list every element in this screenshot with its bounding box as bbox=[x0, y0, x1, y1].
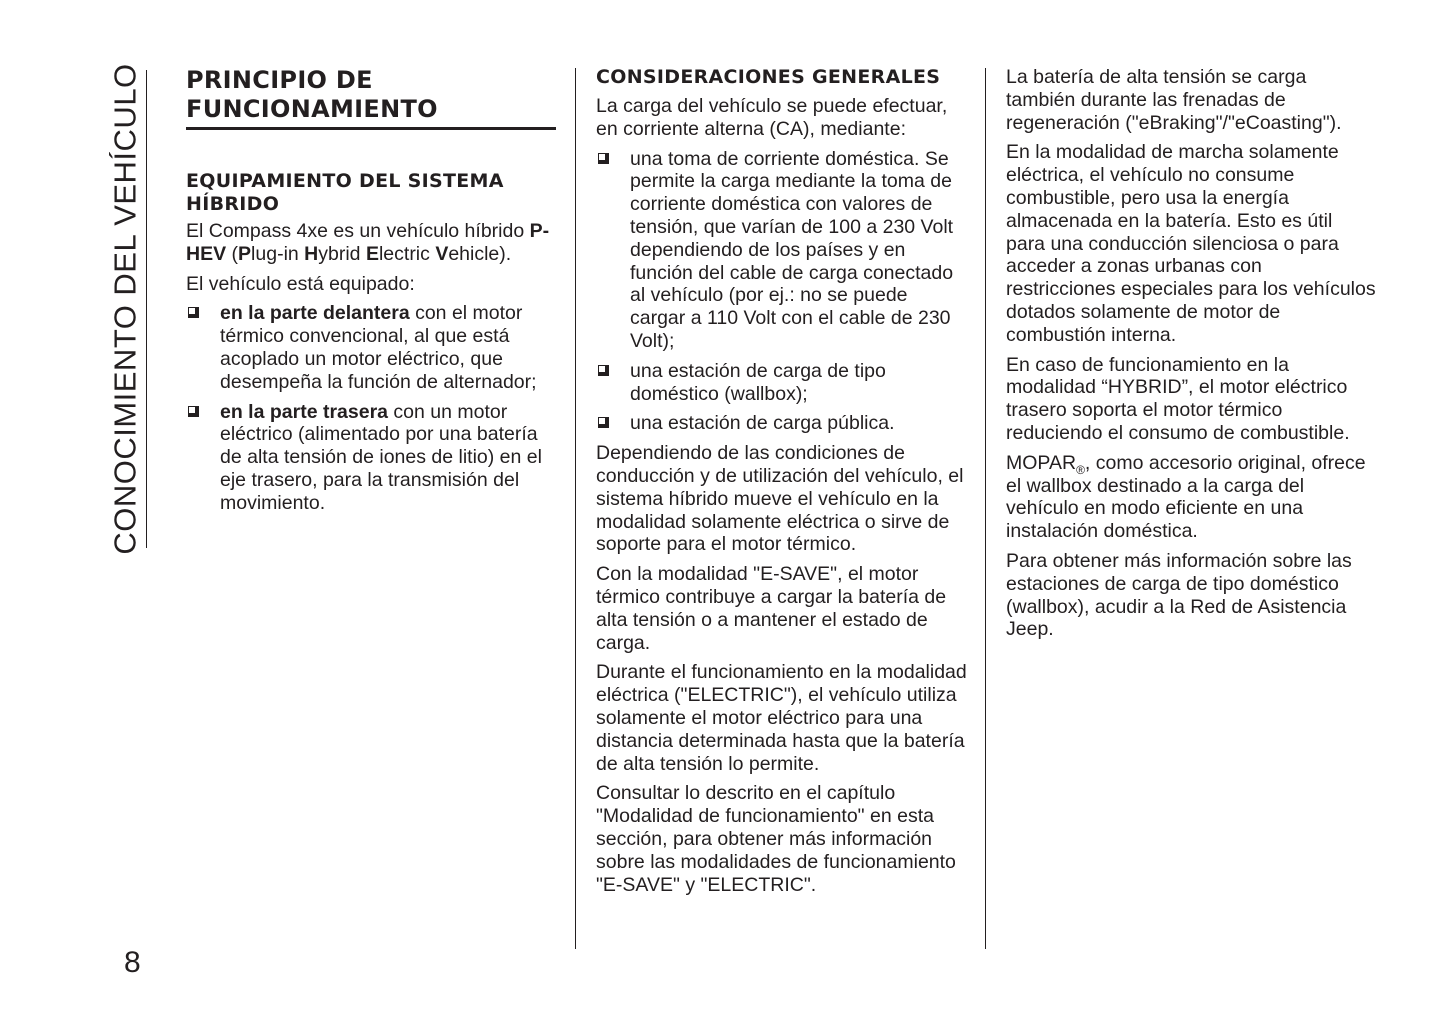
section-side-title bbox=[106, 63, 147, 555]
column-1 bbox=[186, 66, 556, 522]
subsection-heading: CONSIDERACIONES GENERALES bbox=[596, 66, 941, 88]
checkbox-bullet-icon bbox=[188, 406, 199, 417]
column-3 bbox=[1006, 66, 1376, 648]
list-item: una toma de corriente doméstica. Se permite la carga mediante la toma de corriente doméstica con valores de tensión, que varían de 100 a 230 Volt dependiendo de los países y en función del cable de carga conectado al vehículo (por ej.: no se puede cargar a 110 Volt con el cable de 230 Volt); bbox=[596, 148, 968, 353]
checkbox-bullet-icon bbox=[598, 417, 609, 428]
body-paragraph: Con la modalidad "E-SAVE", el motor térmico contribuye a cargar la batería de alta tensión o a mantener el estado de carga. bbox=[596, 563, 947, 654]
body-paragraph: Durante el funcionamiento en la modalidad eléctrica ("ELECTRIC"), el vehículo utiliza solamente el motor eléctrico para una distancia determinada hasta que la batería de alta tensión lo permite. bbox=[596, 661, 967, 775]
checkbox-bullet-icon bbox=[598, 153, 609, 164]
mopar-paragraph: $MOPAR_®$, como accesorio original, ofrece el wallbox destinado a la carga del vehículo en modo eficiente en una instalación doméstica. bbox=[1006, 451, 1366, 543]
column-divider bbox=[575, 68, 576, 949]
checkbox-bullet-icon bbox=[598, 365, 609, 376]
body-paragraph: En caso de funcionamiento en la modalidad “HYBRID”, el motor eléctrico trasero soporta el motor térmico reduciendo el consumo de combustible. bbox=[1006, 353, 1350, 444]
column-2 bbox=[596, 66, 968, 903]
page-number: 8 bbox=[124, 946, 141, 979]
column-divider bbox=[985, 68, 986, 949]
body-paragraph: En la modalidad de marcha solamente eléctrica, el vehículo no consume combustible, pero usa la energía almacenada en la batería. Esto es útil para una conducción silenciosa o para acceder a zonas urbanas con restricciones especiales para los vehículos dotados solamente de motor de combustión interna. bbox=[1006, 141, 1376, 346]
subsection-heading: EQUIPAMIENTO DEL SISTEMA HÍBRIDO bbox=[186, 170, 504, 215]
section-heading: PRINCIPIO DE FUNCIONAMIENTO bbox=[186, 66, 556, 130]
list-item: en la parte delantera con el motor térmico convencional, al que está acoplado un motor eléctrico, que desempeña la función de alternador; bbox=[186, 302, 556, 393]
intro-paragraph: El Compass 4xe es un vehículo híbrido P-HEV (Plug-in Hybrid Electric Vehicle). bbox=[186, 220, 550, 265]
body-paragraph: La batería de alta tensión se carga también durante las frenadas de regeneración ("eBraking"/"eCoasting"). bbox=[1006, 66, 1342, 134]
equipped-paragraph: El vehículo está equipado: bbox=[186, 272, 415, 295]
body-paragraph: Consultar lo descrito en el capítulo "Modalidad de funcionamiento" en esta sección, para obtener más información sobre las modalidades de funcionamiento "E-SAVE" y "ELECTRIC". bbox=[596, 782, 956, 896]
body-paragraph: Dependiendo de las condiciones de conducción y de utilización del vehículo, el sistema híbrido mueve el vehículo en la modalidad solamente eléctrica o sirve de soporte para el motor térmico. bbox=[596, 442, 964, 556]
checkbox-bullet-icon bbox=[188, 307, 199, 318]
list-item: en la parte trasera con un motor eléctrico (alimentado por una batería de alta tensión de iones de litio) en el eje trasero, para la transmisión del movimiento. bbox=[186, 401, 556, 515]
list-item: una estación de carga de tipo doméstico (wallbox); bbox=[596, 360, 968, 406]
list-item: una estación de carga pública. bbox=[596, 412, 968, 435]
section-side-title-text: CONOCIMIENTO DEL VEHÍCULO bbox=[108, 63, 144, 555]
body-paragraph: Para obtener más información sobre las estaciones de carga de tipo doméstico (wallbox), acudir a la Red de Asistencia Jeep. bbox=[1006, 549, 1352, 641]
intro-paragraph: La carga del vehículo se puede efectuar, en corriente alterna (CA), mediante: bbox=[596, 95, 948, 140]
